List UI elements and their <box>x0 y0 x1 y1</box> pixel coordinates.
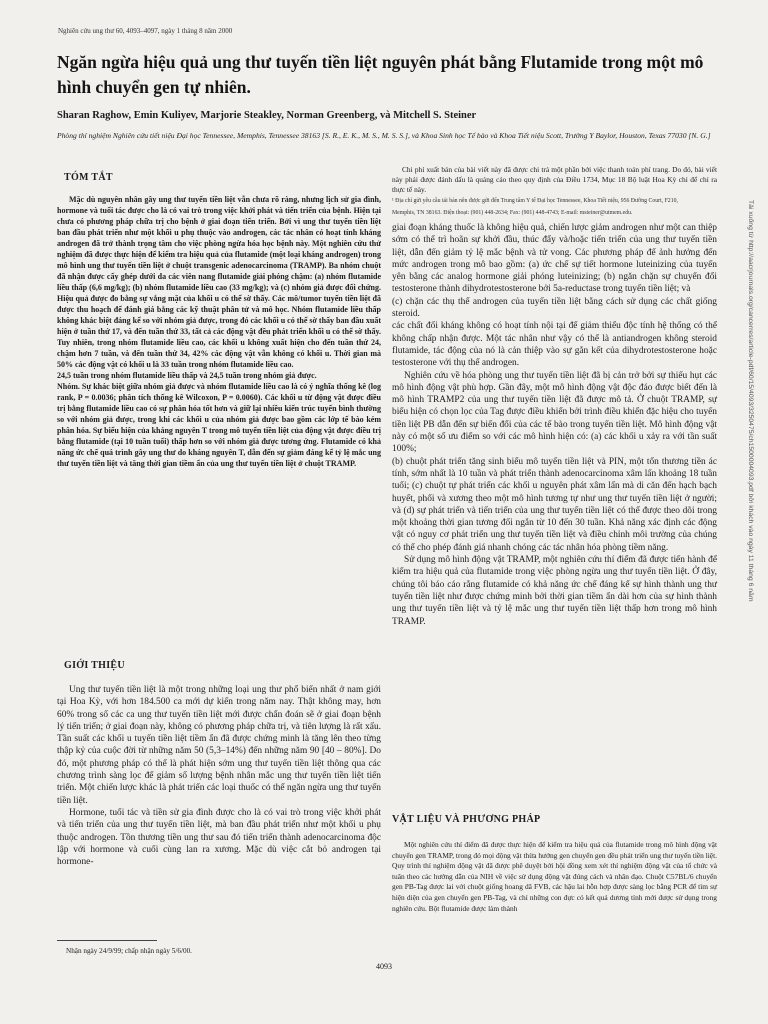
body-paragraph: (c) chặn các thụ thể androgen của tuyến tiền liệt bằng cách sử dụng các chất giống steroid. <box>392 296 717 320</box>
page-number: 4093 <box>376 962 392 971</box>
right-column-body <box>392 222 717 628</box>
body-paragraph: Sử dụng mô hình động vật TRAMP, một nghiên cứu thí điểm đã được tiến hành để kiểm tra hiệu quả của flutamide trong việc phòng ngừa ung thư tuyến tiền liệt. Ở đây, chúng tôi báo cáo rằng flutamide có khả năng ức chế đáng kể sự hình thành ung thư tuyến tiền liệt như được chứng minh bởi thời gian tiềm ẩn dài hơn của sự hình thành ung thư tuyến tiền liệt và tỷ lệ mắc ung thư tuyến tiền liệt thấp hơn trong mô hình TRAMP. <box>392 555 717 627</box>
body-paragraph: Nghiên cứu về hóa phòng ung thư tuyến tiền liệt đã bị cản trở bởi sự thiếu hụt các mô hình động vật phù hợp. Gần đây, một mô hình động vật độc đáo được biết đến là mô hình TRAMP2 của ung thư tuyến tiền liệt đã được mô tả. Ở chuột TRAMP, sự biểu hiện có chọn lọc của Tag được điều khiển bởi trình điều khiển đặc hiệu cho tuyến tiền liệt PB dẫn đến sự biến đổi của các tế bào trong tuyến tiền liệt. Mô hình động vật này có một số ưu điểm so với các mô hình hiện có: (a) các khối u xảy ra với tần suất 100%; <box>392 370 717 455</box>
download-side-note-text: Tải xuống từ http://aacrjournals.org/cancerres/article-pdf/60/15/4093/3250475/ch1500004093.pdf bởi khách vào ngày 11 tháng 6 năm <box>747 200 754 602</box>
download-side-note <box>744 200 756 960</box>
received-date-note: Nhận ngày 24/9/99; chấp nhận ngày 5/6/00. <box>66 947 192 955</box>
author-list: Sharan Raghow, Emin Kuliyev, Marjorie Steakley, Norman Greenberg, và Mitchell S. Steiner <box>57 110 477 121</box>
abstract-paragraph: Mặc dù nguyên nhân gây ung thư tuyến tiền liệt vẫn chưa rõ ràng, nhưng lịch sử gia đình, hormone và tuổi tác được cho là có vai trò trong việc khởi phát và tiến triển của bệnh. Hiện tại chưa có phương pháp chữa trị cho bệnh ở giai đoạn tiến triển. Bởi vì ung thư tuyến tiền liệt ban đầu phát triển như một khối u phụ thuộc vào androgen, các tác nhân có hoạt tính kháng androgen đã trở thành trọng tâm cho việc phòng ngừa hóa học bệnh này. Một nghiên cứu thử nghiệm đã được thực hiện để kiểm tra hiệu quả của flutamide (một loại kháng androgen) trong mô hình ung thư tuyến tiền liệt ở chuột transgenic adenocarcinoma (TRAMP). Ba nhóm chuột đã nhận được cấy ghép dưới da các viên nang flutamide giải phóng chậm: (a) nhóm flutamide liều thấp (6,6 mg/kg); (b) nhóm flutamide liều cao (33 mg/kg); và (c) nhóm giả được đối chứng. Hiệu quả được đo bằng sự vắng mặt của khối u có thể sờ thấy. Các mô/tumor tuyến tiền liệt đã được thu hoạch để đánh giá bằng các kỹ thuật phân tử và mô học. Nhóm flutamide liều thấp không khác biệt đáng kể so với nhóm giả được, trong đó các khối u có thể sờ thấy ban đầu xuất hiện ở tuần thứ 17, và đến tuần thứ 33, tất cả các động vật đều phát triển khối u có thể sờ thấy. Tuy nhiên, trong nhóm flutamide liều cao, các khối u không xuất hiện cho đến tuần thứ 24, chậm hơn 7 tuần, và đến tuần thứ 34, 42% các động vật vẫn không có khối u. Thời gian mà 50% các động vật có khối u là 33 tuần trong nhóm flutamide liều cao. <box>57 195 381 369</box>
body-paragraph: các chất đối kháng không có hoạt tính nội tại để giảm thiểu độc tính hệ thống có thể không chấp nhận được. Một tác nhân như vậy có thể là antiandrogen không steroid flutamide, tác động của nó là cản thiệp vào sự gắn kết của dihydrotestosterone hoặc testosterone với thụ thể androgen. <box>392 321 717 369</box>
abstract-body <box>57 194 381 469</box>
introduction-heading: GIỚI THIỆU <box>64 660 125 671</box>
correspondence-footnote <box>392 195 717 219</box>
introduction-body <box>57 684 381 868</box>
introduction-paragraph: Ung thư tuyến tiền liệt là một trong những loại ung thư phổ biến nhất ở nam giới tại Hoa Kỳ, với hơn 184.500 ca mới dự kiến trong năm nay. Thật không may, hơn 60% trong số các ca ung thư tuyến tiền liệt mới được chẩn đoán sẽ ở giai đoạn bệnh lý tiến triển; ở giai đoạn này, không có phương pháp chữa trị, và tiên lượng là rất xấu. Tần suất các khối u tuyến tiền liệt tiềm ẩn đã được chứng minh là tăng lên theo từng thập kỷ của cuộc đời từ những năm 50 (5,3–14%) đến những năm 90 [40 – 80%]. Do đó, một phương pháp có thể là phát hiện sớm ung thư tuyến tiền liệt thông qua các chương trình sàng lọc để giảm số lượng bệnh nhân mắc ung thư tuyến tiền liệt tiến triển. Một chiến lược khác là phát triển các loại thuốc có thể ngăn ngừa ung thư tuyến tiền liệt. <box>57 685 381 806</box>
correspondence-line: Memphis, TN 38163. Điện thoại: (901) 448-2634; Fax: (901) 448-4743; E-mail: msteiner@utmem.edu. <box>392 210 633 216</box>
introduction-paragraph: Hormone, tuổi tác và tiền sử gia đình được cho là có vai trò trong việc khởi phát và tiến triển của ung thư tuyến tiền liệt, mà ban đầu phát triển như một khối u phụ thuộc androgen. Tồn thương tiền ung thư sau đó tiến triển thành adenocarcinoma độc lập với hormone và cuối cùng lan ra xương. Mặc dù việc cắt bỏ androgen tại hormone- <box>57 807 381 868</box>
methods-paragraph: Một nghiên cứu thí điểm đã được thực hiện để kiểm tra hiệu quả của flutamide trong mô hình động vật chuyển gen TRAMP, trong đó mọi động vật thừa hưởng gen chuyển gen đều phát triển ung thư tuyến tiền liệt. Quy trình thí nghiệm động vật đã được phê duyệt bởi hội đồng xem xét thí nghiệm động vật của tổ chức và tuân theo các hướng dẫn của NIH về việc sử dụng động vật đúng cách và nhân đạo. Chuột C57BL/6 chuyển gen PB-Tag được lai với chuột giống hoang dã FVB, các hậu lai hỗn hợp được sàng lọc bằng PCR để tìm sự hiện diện của gen chuyển gen PB-Tag, và chỉ những con đực có kết quả dương tính mới được sử dụng trong nghiên cứu. Bột flutamide được làm thành <box>392 840 717 913</box>
abstract-heading: TÓM TẮT <box>64 172 113 183</box>
body-paragraph: (b) chuột phát triển tăng sinh biểu mô tuyến tiền liệt và PIN, một tổn thương tiền ác tính, sớm nhất là 10 tuần và phát triển thành adenocarcinoma xâm lấn khoảng 18 tuần tuổi; (c) chuột tự phát triển các khối u nguyên phát xâm lấn mà di căn đến hạch bạch huyết, phổi và xương theo một mô hình tương tự như ung thư tuyến tiền liệt ở người; và (d) sự phát triển và tiến triển của ung thư tuyến tiền liệt có thể được theo dõi trong một khoảng thời gian tương đối ngắn từ 10 đến 30 tuần. Khả năng xác định các động vật có nguy cơ phát triển ung thư tuyến tiền liệt và điều chỉnh môi trường của chúng có thể cho phép đánh giá nhanh chóng các tác nhân hóa phòng tiềm năng. <box>392 456 717 553</box>
correspondence-line: ¹ Địa chỉ gửi yêu cầu tái bản nên được gửi đến Trung tâm Y tế Đại học Tennessee, Khoa Tiết niệu, 956 Đường Court, F210, <box>392 198 678 204</box>
article-title: Ngăn ngừa hiệu quả ung thư tuyến tiền liệt nguyên phát bằng Flutamide trong một mô hình chuyển gen tự nhiên. <box>57 52 704 97</box>
footnote-rule <box>57 940 157 941</box>
methods-heading: VẬT LIỆU VÀ PHƯƠNG PHÁP <box>392 814 541 825</box>
funding-note: Chi phí xuất bản của bài viết này đã được chi trả một phần bởi việc thanh toán phí trang. Do đó, bài viết này phải được đánh dấu là quảng cáo theo quy định của Điều 1734, Mục 18 Bộ luật Hoa Kỳ chỉ để chỉ ra thực tế này. <box>392 165 717 194</box>
abstract-paragraph: Nhóm. Sự khác biệt giữa nhóm giả được và nhóm flutamide liều cao là có ý nghĩa thống kê (log rank, P = 0.0036; phân tích thống kê Wilcoxon, P = 0.0060). Các khối u từ động vật được điều trị bằng flutamide liều cao có sự phân hóa tốt hơn và giữ lại nhiều kiến trúc tuyến bình thường so với nhóm giả được, trong khi các khối u của nhóm giả được bao gồm các lớp tế bào kém phân hóa. Sự biểu hiện của kháng nguyên T trong mô tuyến tiền liệt của động vật được điều trị bằng flutamide (tại 10 tuần tuổi) thấp hơn so với nhóm giả được tương ứng. Flutamide có khả năng ức chế quá trình gây ung thư do kháng nguyên T, dẫn đến sự giảm đáng kể tỷ lệ mắc ung thư tuyến tiền liệt và tăng thời gian tiềm ẩn của ung thư tuyến tiền liệt ở chuột TRAMP. <box>57 382 381 468</box>
running-head: Nghiên cứu ung thư 60, 4093–4097, ngày 1 tháng 8 năm 2000 <box>58 27 233 35</box>
abstract-paragraph: 24,5 tuần trong nhóm flutamide liều thấp và 24,5 tuần trong nhóm giả được. <box>57 371 317 380</box>
affiliation: Phòng thí nghiệm Nghiên cứu tiết niệu Đại học Tennessee, Memphis, Tennessee 38163 [S. R., E. K., M. S., M. S. S.], và Khoa Sinh học Tế bào và Khoa Tiết niệu Scott, Trường Y Baylor, Houston, Texas 77030 [N. G.] <box>57 131 711 140</box>
body-paragraph: giai đoạn kháng thuốc là không hiệu quả, chiến lược giảm androgen như một can thiệp sớm có thể trì hoãn sự khởi đầu, thúc đẩy và/hoặc tiến triển của ung thư tuyến tiền liệt, dẫn đến giảm tỷ lệ mắc bệnh và tử vong. Các phương pháp để ảnh hưởng đến mức androgen trong mô bao gồm: (a) ức chế sự tiết hormone luteinizing của tuyến yên bằng các analog hormone giải phóng luteinizing; (b) ngăn chặn sự chuyển đổi testosterone thành dihydrotestosterone bởi 5a-reductase trong tuyến tiền liệt; và <box>392 223 717 295</box>
methods-body <box>392 840 717 914</box>
